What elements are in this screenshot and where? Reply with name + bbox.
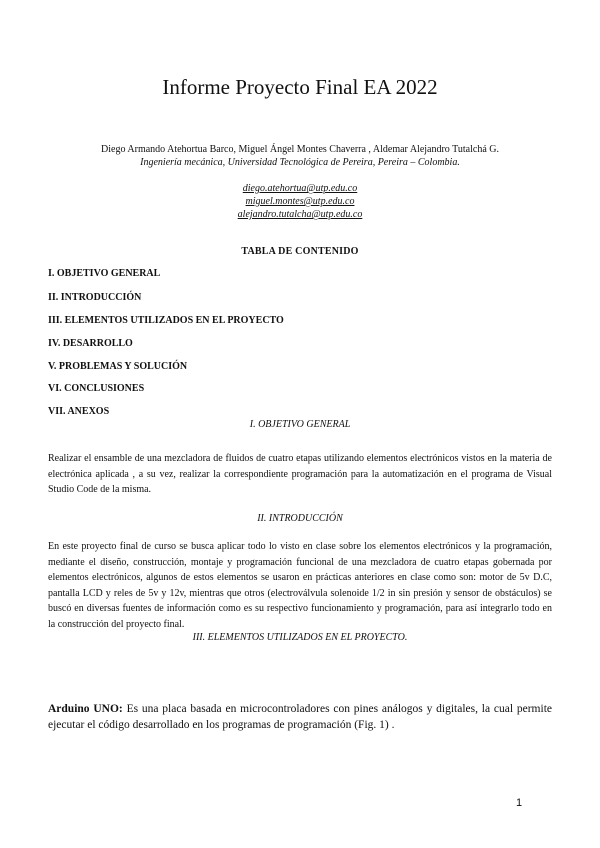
page-number: 1 bbox=[516, 797, 523, 809]
email-link[interactable]: alejandro.tutalcha@utp.edu.co bbox=[237, 209, 363, 220]
document-title: Informe Proyecto Final EA 2022 bbox=[162, 75, 438, 99]
affiliation: Ingeniería mecánica, Universidad Tecnológica de Pereira, Pereira – Colombia. bbox=[140, 157, 460, 168]
objetivo-paragraph: Realizar el ensamble de una mezcladora de fluidos de cuatro etapas utilizando elementos electrónicos vistos en la materia de electrónica aplicada , a su vez, realizar la correspondiente programación para la automatización en el programa de Visual Studio Code de la misma. bbox=[48, 453, 552, 495]
arduino-term: Arduino UNO: bbox=[48, 703, 123, 715]
toc-item[interactable]: IV. DESARROLLO bbox=[48, 338, 133, 349]
authors: Diego Armando Atehortua Barco, Miguel Ángel Montes Chaverra , Aldemar Alejandro Tutalchá G. bbox=[101, 144, 499, 155]
toc-item[interactable]: V. PROBLEMAS Y SOLUCIÓN bbox=[48, 361, 188, 372]
section-heading-objetivo: I. OBJETIVO GENERAL bbox=[249, 419, 351, 430]
toc-item[interactable]: III. ELEMENTOS UTILIZADOS EN EL PROYECTO bbox=[48, 315, 284, 326]
section-heading-introduccion: II. INTRODUCCIÓN bbox=[257, 513, 343, 524]
arduino-description: Es una placa basada en microcontroladores con pines análogos y digitales, la cual permite ejecutar el código desarrollado en los programas de programación (Fig. 1) . bbox=[48, 703, 552, 731]
toc-item[interactable]: II. INTRODUCCIÓN bbox=[48, 292, 142, 303]
introduccion-paragraph: En este proyecto final de curso se busca aplicar todo lo visto en clase sobre los elementos electrónicos y la programación, mediante el diseño, construcción, montaje y programación funcional de una mezcladora de cuatro etapas gobernada por elementos electrónicos, algunos de estos elementos se usaron en prácticas anteriores en clase como son: motor de 5v D.C, pantalla LCD y reles de 5v y 12v, mientras que otros (electroválvula solenoide 1/2 in sin presión y sensor de obstáculos) se buscó en diversas fuentes de información como es su respectivo funcionamiento y programación, para así integrarlo todo en la construcción del proyecto final. bbox=[48, 541, 552, 630]
toc-item[interactable]: VI. CONCLUSIONES bbox=[48, 383, 145, 394]
toc-title: TABLA DE CONTENIDO bbox=[241, 246, 359, 257]
toc-item[interactable]: I. OBJETIVO GENERAL bbox=[48, 268, 161, 279]
section-heading-elementos: III. ELEMENTOS UTILIZADOS EN EL PROYECTO. bbox=[192, 632, 408, 643]
arduino-paragraph bbox=[48, 701, 552, 733]
toc-item[interactable]: VII. ANEXOS bbox=[48, 406, 110, 417]
email-link[interactable]: miguel.montes@utp.edu.co bbox=[245, 196, 355, 207]
email-link[interactable]: diego.atehortua@utp.edu.co bbox=[242, 183, 358, 194]
